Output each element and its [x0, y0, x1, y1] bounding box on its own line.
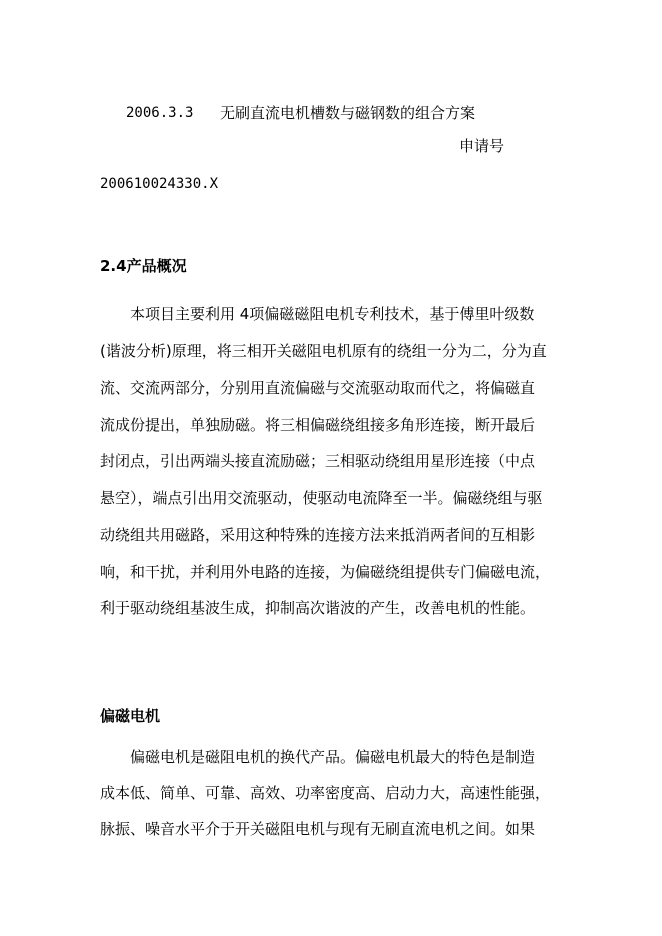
paragraph-line: 悬空），端点引出用交流驱动，使驱动电流降至一半。偏磁绕组与驱 [100, 489, 543, 507]
application-number: 200610024330.X [100, 176, 219, 192]
paragraph-line: 流成份提出，单独励磁。将三相偏磁绕组接多角形连接，断开最后 [100, 416, 536, 434]
paragraph-line: 流、交流两部分，分别用直流偏磁与交流驱动取而代之，将偏磁直 [100, 379, 536, 397]
header-date: 2006.3.3 [126, 105, 194, 121]
paragraph-line: 本项目主要利用 4项偏磁磁阻电机专利技术，基于傅里叶级数 [130, 305, 535, 323]
paragraph-line: 动绕组共用磁路，采用这种特殊的连接方法来抵消两者间的互相影 [100, 526, 536, 544]
paragraph-line: 成本低、简单、可靠、高效、功率密度高、启动力大，高速性能强， [100, 784, 551, 802]
section-heading-product-overview: 2.4产品概况 [100, 257, 187, 275]
section-heading-bias-motor: 偏磁电机 [100, 707, 161, 725]
paragraph-line: (谐波分析)原理，将三相开关磁阻电机原有的绕组一分为二，分为直 [100, 342, 547, 360]
paragraph-line: 脉振、噪音水平介于开关磁阻电机与现有无刷直流电机之间。如果 [100, 820, 536, 838]
paragraph-line: 偏磁电机是磁阻电机的换代产品。偏磁电机最大的特色是制造 [130, 748, 536, 766]
paragraph-line: 封闭点，引出两端头接直流励磁；三相驱动绕组用星形连接（中点 [100, 452, 536, 470]
application-number-label: 申请号 [459, 137, 505, 155]
paragraph-line: 利于驱动绕组基波生成，抑制高次谐波的产生，改善电机的性能。 [100, 599, 536, 617]
paragraph-line: 响，和干扰，并利用外电路的连接，为偏磁绕组提供专门偏磁电流， [100, 563, 551, 581]
document-title: 无刷直流电机槽数与磁钢数的组合方案 [220, 104, 476, 122]
